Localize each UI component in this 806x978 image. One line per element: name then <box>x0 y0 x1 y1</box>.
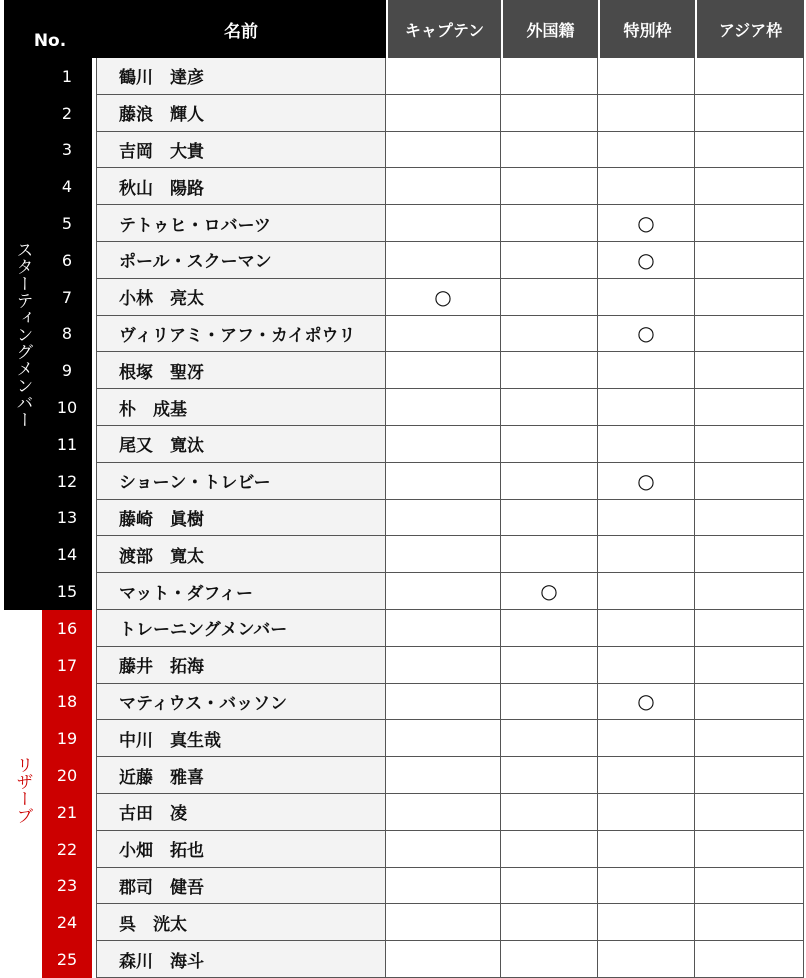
row-captain-cell: ○ <box>386 279 501 316</box>
row-player-name: 朴 成基 <box>96 389 386 426</box>
table-row <box>4 95 804 132</box>
row-asia-cell <box>695 831 804 868</box>
header-foreign: 外国籍 <box>501 0 598 58</box>
table-row <box>4 426 804 463</box>
row-number: 2 <box>42 95 92 132</box>
row-special-cell: ○ <box>598 684 695 721</box>
row-special-cell <box>598 352 695 389</box>
row-special-cell <box>598 904 695 941</box>
table-row <box>4 500 804 537</box>
row-number: 4 <box>42 168 92 205</box>
table-row <box>4 794 804 831</box>
table-row <box>4 904 804 941</box>
row-captain-cell <box>386 684 501 721</box>
row-asia-cell <box>695 610 804 647</box>
row-asia-cell <box>695 720 804 757</box>
row-asia-cell <box>695 279 804 316</box>
row-asia-cell <box>695 426 804 463</box>
header-special: 特別枠 <box>598 0 695 58</box>
row-captain-cell <box>386 904 501 941</box>
row-player-name: トレーニングメンバー <box>96 610 386 647</box>
row-player-name: 呉 洸太 <box>96 904 386 941</box>
row-number: 11 <box>42 426 92 463</box>
table-row <box>4 168 804 205</box>
table-row <box>4 389 804 426</box>
row-captain-cell <box>386 389 501 426</box>
row-special-cell <box>598 95 695 132</box>
row-foreign-cell <box>501 132 598 169</box>
row-foreign-cell <box>501 647 598 684</box>
row-foreign-cell: ○ <box>501 573 598 610</box>
row-captain-cell <box>386 757 501 794</box>
row-foreign-cell <box>501 868 598 905</box>
row-player-name: ヴィリアミ・アフ・カイポウリ <box>96 316 386 353</box>
row-asia-cell <box>695 463 804 500</box>
row-asia-cell <box>695 757 804 794</box>
row-player-name: 渡部 寛太 <box>96 536 386 573</box>
row-special-cell <box>598 573 695 610</box>
row-foreign-cell <box>501 720 598 757</box>
row-player-name: マティウス・バッソン <box>96 684 386 721</box>
row-captain-cell <box>386 205 501 242</box>
row-player-name: 根塚 聖冴 <box>96 352 386 389</box>
row-captain-cell <box>386 352 501 389</box>
row-captain-cell <box>386 647 501 684</box>
row-foreign-cell <box>501 205 598 242</box>
table-row <box>4 536 804 573</box>
row-number: 25 <box>42 941 92 978</box>
table-row <box>4 132 804 169</box>
row-special-cell <box>598 389 695 426</box>
table-row <box>4 242 804 279</box>
row-captain-cell <box>386 573 501 610</box>
row-player-name: テトゥヒ・ロバーツ <box>96 205 386 242</box>
row-player-name: 藤浪 輝人 <box>96 95 386 132</box>
row-special-cell <box>598 868 695 905</box>
row-special-cell <box>598 610 695 647</box>
row-foreign-cell <box>501 904 598 941</box>
roster-table <box>4 0 804 972</box>
row-player-name: ショーン・トレビー <box>96 463 386 500</box>
row-captain-cell <box>386 610 501 647</box>
row-player-name: 郡司 健吾 <box>96 868 386 905</box>
row-foreign-cell <box>501 426 598 463</box>
row-captain-cell <box>386 242 501 279</box>
row-special-cell: ○ <box>598 205 695 242</box>
row-special-cell <box>598 426 695 463</box>
row-player-name: 尾又 寛汰 <box>96 426 386 463</box>
table-row <box>4 205 804 242</box>
row-number: 23 <box>42 868 92 905</box>
row-number: 13 <box>42 500 92 537</box>
row-special-cell <box>598 500 695 537</box>
row-number: 7 <box>42 279 92 316</box>
row-foreign-cell <box>501 242 598 279</box>
row-player-name: 秋山 陽路 <box>96 168 386 205</box>
group-label-reserve-text: リザーブ <box>12 755 33 824</box>
row-player-name: 小畑 拓也 <box>96 831 386 868</box>
row-captain-cell <box>386 316 501 353</box>
header-asia: アジア枠 <box>695 0 804 58</box>
row-asia-cell <box>695 168 804 205</box>
row-player-name: 古田 凌 <box>96 794 386 831</box>
row-asia-cell <box>695 58 804 95</box>
table-row <box>4 573 804 610</box>
row-foreign-cell <box>501 389 598 426</box>
row-captain-cell <box>386 941 501 978</box>
row-special-cell <box>598 720 695 757</box>
row-foreign-cell <box>501 536 598 573</box>
row-foreign-cell <box>501 168 598 205</box>
table-row <box>4 610 804 647</box>
row-foreign-cell <box>501 831 598 868</box>
row-special-cell <box>598 831 695 868</box>
row-asia-cell <box>695 536 804 573</box>
row-player-name: 中川 真生哉 <box>96 720 386 757</box>
row-asia-cell <box>695 941 804 978</box>
row-number: 3 <box>42 132 92 169</box>
row-number: 21 <box>42 794 92 831</box>
row-asia-cell <box>695 389 804 426</box>
row-number: 18 <box>42 684 92 721</box>
row-player-name: 藤井 拓海 <box>96 647 386 684</box>
row-number: 15 <box>42 573 92 610</box>
row-foreign-cell <box>501 279 598 316</box>
row-special-cell <box>598 132 695 169</box>
header-name: 名前 <box>96 0 386 58</box>
row-player-name: 森川 海斗 <box>96 941 386 978</box>
row-asia-cell <box>695 794 804 831</box>
row-asia-cell <box>695 95 804 132</box>
row-asia-cell <box>695 868 804 905</box>
row-special-cell <box>598 794 695 831</box>
row-number: 9 <box>42 352 92 389</box>
row-special-cell: ○ <box>598 316 695 353</box>
row-foreign-cell <box>501 794 598 831</box>
row-captain-cell <box>386 58 501 95</box>
row-special-cell <box>598 536 695 573</box>
row-foreign-cell <box>501 58 598 95</box>
table-row <box>4 279 804 316</box>
row-special-cell: ○ <box>598 242 695 279</box>
row-special-cell <box>598 279 695 316</box>
table-row <box>4 720 804 757</box>
row-number: 24 <box>42 904 92 941</box>
row-player-name: 吉岡 大貴 <box>96 132 386 169</box>
row-number: 17 <box>42 647 92 684</box>
row-asia-cell <box>695 904 804 941</box>
row-number: 22 <box>42 831 92 868</box>
row-number: 5 <box>42 205 92 242</box>
table-row <box>4 316 804 353</box>
row-foreign-cell <box>501 684 598 721</box>
row-player-name: ポール・スクーマン <box>96 242 386 279</box>
table-row <box>4 647 804 684</box>
row-asia-cell <box>695 573 804 610</box>
header-captain: キャプテン <box>386 0 501 58</box>
row-number: 6 <box>42 242 92 279</box>
row-number: 10 <box>42 389 92 426</box>
row-captain-cell <box>386 500 501 537</box>
row-special-cell: ○ <box>598 463 695 500</box>
row-captain-cell <box>386 720 501 757</box>
row-foreign-cell <box>501 95 598 132</box>
row-captain-cell <box>386 132 501 169</box>
row-special-cell <box>598 58 695 95</box>
row-special-cell <box>598 647 695 684</box>
row-foreign-cell <box>501 500 598 537</box>
header-no: No. <box>4 0 96 58</box>
row-number: 19 <box>42 720 92 757</box>
row-player-name: 藤崎 眞樹 <box>96 500 386 537</box>
table-row <box>4 463 804 500</box>
table-row <box>4 58 804 95</box>
row-number: 12 <box>42 463 92 500</box>
row-asia-cell <box>695 684 804 721</box>
row-asia-cell <box>695 647 804 684</box>
row-captain-cell <box>386 794 501 831</box>
row-captain-cell <box>386 868 501 905</box>
row-captain-cell <box>386 426 501 463</box>
row-foreign-cell <box>501 941 598 978</box>
row-foreign-cell <box>501 352 598 389</box>
table-row <box>4 352 804 389</box>
row-foreign-cell <box>501 610 598 647</box>
table-row <box>4 941 804 978</box>
row-foreign-cell <box>501 757 598 794</box>
row-number: 20 <box>42 757 92 794</box>
row-special-cell <box>598 941 695 978</box>
row-captain-cell <box>386 95 501 132</box>
row-asia-cell <box>695 205 804 242</box>
row-special-cell <box>598 757 695 794</box>
table-row <box>4 831 804 868</box>
row-special-cell <box>598 168 695 205</box>
row-player-name: マット・ダフィー <box>96 573 386 610</box>
row-number: 14 <box>42 536 92 573</box>
table-row <box>4 684 804 721</box>
row-player-name: 近藤 雅喜 <box>96 757 386 794</box>
row-captain-cell <box>386 536 501 573</box>
row-asia-cell <box>695 316 804 353</box>
table-row <box>4 757 804 794</box>
row-captain-cell <box>386 463 501 500</box>
row-asia-cell <box>695 132 804 169</box>
row-number: 16 <box>42 610 92 647</box>
row-captain-cell <box>386 831 501 868</box>
row-asia-cell <box>695 500 804 537</box>
row-asia-cell <box>695 242 804 279</box>
row-player-name: 小林 亮太 <box>96 279 386 316</box>
row-foreign-cell <box>501 463 598 500</box>
row-player-name: 鶴川 達彦 <box>96 58 386 95</box>
row-number: 1 <box>42 58 92 95</box>
table-row <box>4 868 804 905</box>
row-foreign-cell <box>501 316 598 353</box>
row-number: 8 <box>42 316 92 353</box>
group-label-starting-text: スターティングメンバー <box>12 240 33 428</box>
row-captain-cell <box>386 168 501 205</box>
row-asia-cell <box>695 352 804 389</box>
